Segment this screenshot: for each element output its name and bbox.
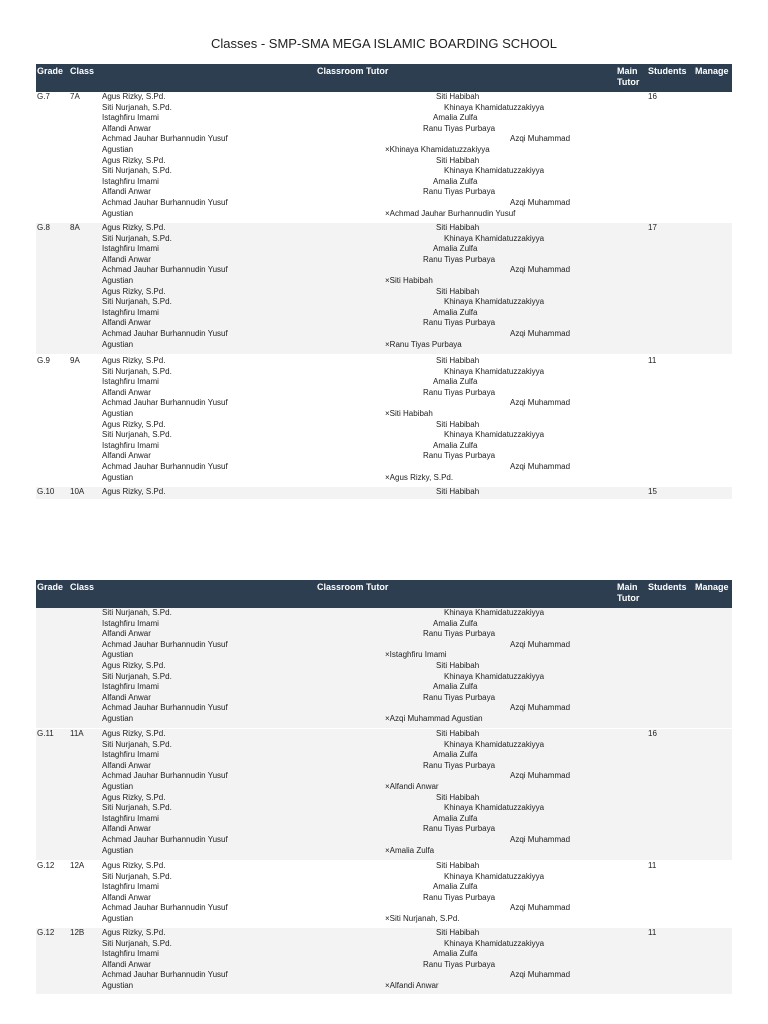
selected-tutor-chip[interactable]: ×Siti Habibah bbox=[385, 275, 433, 285]
tutor-option[interactable]: Azqi Muhammad bbox=[510, 461, 571, 471]
tutor-name: Istaghfiru Imami bbox=[102, 440, 159, 450]
tutor-name-list bbox=[102, 487, 165, 498]
tutor-name: Achmad Jauhar Burhannudin Yusuf bbox=[102, 398, 228, 408]
class-cell: 12A bbox=[70, 861, 85, 870]
tutor-select[interactable] bbox=[376, 223, 586, 350]
tutor-name: Agustian bbox=[102, 275, 134, 285]
header-grade[interactable]: Grade bbox=[37, 582, 64, 592]
table-header bbox=[36, 64, 732, 92]
tutor-option[interactable]: Amalia Zulfa bbox=[433, 882, 478, 892]
selected-tutor-chip[interactable]: ×Achmad Jauhar Burhannudin Yusuf bbox=[385, 208, 516, 218]
tutor-option[interactable]: Azqi Muhammad bbox=[510, 970, 571, 980]
tutor-name-list bbox=[102, 608, 228, 725]
tutor-name: Achmad Jauhar Burhannudin Yusuf bbox=[102, 197, 228, 207]
header-classroom-tutor[interactable]: Classroom Tutor bbox=[317, 582, 389, 592]
selected-tutor-chip[interactable]: ×Alfandi Anwar bbox=[385, 980, 439, 990]
tutor-name: Alfandi Anwar bbox=[102, 892, 151, 902]
table-row bbox=[36, 608, 732, 728]
tutor-select[interactable] bbox=[376, 928, 586, 992]
header-students[interactable]: Students bbox=[648, 66, 687, 76]
tutor-name: Agus Rizky, S.Pd. bbox=[102, 419, 166, 429]
header-main-line2: Tutor bbox=[617, 77, 640, 87]
tutor-option[interactable]: Siti Habibah bbox=[436, 660, 480, 670]
tutor-name: Istaghfiru Imami bbox=[102, 307, 159, 317]
tutor-option[interactable]: Amalia Zulfa bbox=[433, 618, 478, 628]
tutor-option[interactable]: Khinaya Khamidatuzzakiyya bbox=[444, 166, 545, 176]
tutor-name: Achmad Jauhar Burhannudin Yusuf bbox=[102, 771, 228, 781]
tutor-name: Agus Rizky, S.Pd. bbox=[102, 861, 166, 870]
tutor-name: Agustian bbox=[102, 144, 134, 154]
header-main-line2: Tutor bbox=[617, 593, 640, 603]
tutor-select[interactable] bbox=[376, 356, 586, 483]
tutor-option[interactable]: Azqi Muhammad bbox=[510, 197, 571, 207]
tutor-name-list bbox=[102, 861, 228, 925]
tutor-name: Achmad Jauhar Burhannudin Yusuf bbox=[102, 328, 228, 338]
tutor-name: Achmad Jauhar Burhannudin Yusuf bbox=[102, 970, 228, 980]
tutor-name: Agus Rizky, S.Pd. bbox=[102, 286, 166, 296]
tutor-name-list bbox=[102, 356, 228, 483]
tutor-option[interactable]: Azqi Muhammad bbox=[510, 703, 571, 713]
tutor-name: Alfandi Anwar bbox=[102, 760, 151, 770]
header-main-tutor[interactable] bbox=[617, 582, 639, 604]
tutor-option[interactable]: Ranu Tiyas Purbaya bbox=[423, 187, 496, 197]
tutor-option[interactable]: Ranu Tiyas Purbaya bbox=[423, 629, 496, 639]
tutor-name: Alfandi Anwar bbox=[102, 959, 151, 969]
table-row bbox=[36, 487, 732, 499]
tutor-name: Achmad Jauhar Burhannudin Yusuf bbox=[102, 134, 228, 144]
tutor-option[interactable]: Azqi Muhammad bbox=[510, 328, 571, 338]
tutor-name: Istaghfiru Imami bbox=[102, 682, 159, 692]
tutor-name: Siti Nurjanah, S.Pd. bbox=[102, 739, 172, 749]
grade-cell: G.8 bbox=[37, 223, 50, 232]
tutor-option[interactable]: Ranu Tiyas Purbaya bbox=[423, 692, 496, 702]
class-cell: 11A bbox=[70, 729, 84, 738]
tutor-option[interactable]: Ranu Tiyas Purbaya bbox=[423, 824, 496, 834]
tutor-name: Achmad Jauhar Burhannudin Yusuf bbox=[102, 265, 228, 275]
tutor-option[interactable]: Siti Habibah bbox=[436, 419, 480, 429]
tutor-option[interactable]: Ranu Tiyas Purbaya bbox=[423, 451, 496, 461]
grade-cell: G.10 bbox=[37, 487, 55, 496]
tutor-select[interactable] bbox=[376, 861, 586, 925]
tutor-name: Istaghfiru Imami bbox=[102, 949, 159, 959]
tutor-option[interactable]: Khinaya Khamidatuzzakiyya bbox=[444, 233, 545, 243]
tutor-option[interactable]: Amalia Zulfa bbox=[433, 307, 478, 317]
grade-cell: G.7 bbox=[37, 92, 50, 101]
header-students[interactable]: Students bbox=[648, 582, 687, 592]
tutor-name: Siti Nurjanah, S.Pd. bbox=[102, 671, 172, 681]
tutor-option[interactable]: Ranu Tiyas Purbaya bbox=[423, 123, 496, 133]
tutor-option[interactable]: Siti Habibah bbox=[436, 928, 480, 937]
students-count: 11 bbox=[648, 861, 657, 870]
tutor-option[interactable]: Amalia Zulfa bbox=[433, 176, 478, 186]
grade-cell: G.12 bbox=[37, 861, 55, 870]
tutor-option[interactable]: Azqi Muhammad bbox=[510, 771, 571, 781]
class-cell: 9A bbox=[70, 356, 80, 365]
tutor-name: Siti Nurjanah, S.Pd. bbox=[102, 233, 172, 243]
selected-tutor-chip[interactable]: ×Azqi Muhammad Agustian bbox=[385, 713, 483, 723]
tutor-name: Istaghfiru Imami bbox=[102, 813, 159, 823]
tutor-option[interactable]: Azqi Muhammad bbox=[510, 903, 571, 913]
tutor-name: Alfandi Anwar bbox=[102, 254, 151, 264]
grade-cell: G.11 bbox=[37, 729, 54, 738]
table-row bbox=[36, 861, 732, 927]
tutor-name: Siti Nurjanah, S.Pd. bbox=[102, 803, 172, 813]
header-main-line1: Main bbox=[617, 582, 638, 592]
table-row bbox=[36, 223, 732, 354]
tutor-name: Alfandi Anwar bbox=[102, 387, 151, 397]
header-main-tutor[interactable] bbox=[617, 66, 639, 88]
tutor-option[interactable]: Khinaya Khamidatuzzakiyya bbox=[444, 102, 545, 112]
students-count: 16 bbox=[648, 92, 657, 101]
tutor-name: Agustian bbox=[102, 472, 134, 482]
tutor-select[interactable] bbox=[376, 608, 586, 725]
tutor-name: Achmad Jauhar Burhannudin Yusuf bbox=[102, 461, 228, 471]
tutor-option[interactable]: Ranu Tiyas Purbaya bbox=[423, 959, 496, 969]
selected-tutor-chip[interactable]: ×Istaghfiru Imami bbox=[385, 650, 447, 660]
tutor-option[interactable]: Amalia Zulfa bbox=[433, 813, 478, 823]
tutor-name: Achmad Jauhar Burhannudin Yusuf bbox=[102, 903, 228, 913]
class-cell: 12B bbox=[70, 928, 85, 937]
class-cell: 10A bbox=[70, 487, 85, 496]
class-cell: 8A bbox=[70, 223, 80, 232]
tutor-name: Agustian bbox=[102, 339, 134, 349]
tutor-option[interactable]: Khinaya Khamidatuzzakiyya bbox=[444, 366, 545, 376]
tutor-option[interactable]: Amalia Zulfa bbox=[433, 440, 478, 450]
tutor-option[interactable]: Siti Habibah bbox=[436, 286, 480, 296]
tutor-option[interactable]: Siti Habibah bbox=[436, 92, 480, 101]
tutor-option[interactable]: Amalia Zulfa bbox=[433, 949, 478, 959]
tutor-option[interactable]: Khinaya Khamidatuzzakiyya bbox=[444, 739, 545, 749]
tutor-option[interactable]: Khinaya Khamidatuzzakiyya bbox=[444, 803, 545, 813]
selected-tutor-chip[interactable]: ×Khinaya Khamidatuzzakiyya bbox=[385, 144, 490, 154]
tutor-name: Istaghfiru Imami bbox=[102, 244, 159, 254]
students-count: 11 bbox=[648, 356, 657, 365]
tutor-option[interactable]: Khinaya Khamidatuzzakiyya bbox=[444, 430, 545, 440]
grade-cell: G.9 bbox=[37, 356, 50, 365]
tutor-name-list bbox=[102, 928, 228, 992]
header-classroom-tutor[interactable]: Classroom Tutor bbox=[317, 66, 389, 76]
tutor-option[interactable]: Siti Habibah bbox=[436, 356, 480, 365]
tutor-name: Agus Rizky, S.Pd. bbox=[102, 487, 166, 496]
tutor-name: Agus Rizky, S.Pd. bbox=[102, 792, 166, 802]
tutor-name: Achmad Jauhar Burhannudin Yusuf bbox=[102, 834, 228, 844]
students-count: 16 bbox=[648, 729, 657, 738]
tutor-name: Alfandi Anwar bbox=[102, 451, 151, 461]
grade-cell: G.12 bbox=[37, 928, 55, 937]
class-cell: 7A bbox=[70, 92, 80, 101]
selected-tutor-chip[interactable]: ×Amalia Zulfa bbox=[385, 845, 435, 855]
tutor-option[interactable]: Amalia Zulfa bbox=[433, 244, 478, 254]
tutor-option[interactable]: Azqi Muhammad bbox=[510, 134, 571, 144]
tutor-name: Agustian bbox=[102, 845, 134, 855]
tutor-name: Agustian bbox=[102, 208, 134, 218]
tutor-option[interactable]: Khinaya Khamidatuzzakiyya bbox=[444, 297, 545, 307]
tutor-option[interactable]: Khinaya Khamidatuzzakiyya bbox=[444, 871, 545, 881]
tutor-name: Alfandi Anwar bbox=[102, 692, 151, 702]
tutor-name: Agustian bbox=[102, 980, 134, 990]
tutor-option[interactable]: Ranu Tiyas Purbaya bbox=[423, 387, 496, 397]
students-count: 11 bbox=[648, 928, 657, 937]
tutor-option[interactable]: Khinaya Khamidatuzzakiyya bbox=[444, 608, 545, 617]
tutor-name: Siti Nurjanah, S.Pd. bbox=[102, 430, 172, 440]
tutor-option[interactable]: Azqi Muhammad bbox=[510, 639, 571, 649]
table-row bbox=[36, 92, 732, 222]
tutor-name: Siti Nurjanah, S.Pd. bbox=[102, 938, 172, 948]
tutor-name: Alfandi Anwar bbox=[102, 824, 151, 834]
tutor-name: Agus Rizky, S.Pd. bbox=[102, 660, 166, 670]
tutor-option[interactable]: Amalia Zulfa bbox=[433, 682, 478, 692]
tutor-option[interactable]: Ranu Tiyas Purbaya bbox=[423, 254, 496, 264]
tutor-name: Agus Rizky, S.Pd. bbox=[102, 92, 166, 101]
tutor-option[interactable]: Ranu Tiyas Purbaya bbox=[423, 318, 496, 328]
tutor-name-list bbox=[102, 223, 228, 350]
tutor-option[interactable]: Azqi Muhammad bbox=[510, 265, 571, 275]
tutor-option[interactable]: Amalia Zulfa bbox=[433, 113, 478, 123]
tutor-name: Achmad Jauhar Burhannudin Yusuf bbox=[102, 639, 228, 649]
tutor-option[interactable]: Amalia Zulfa bbox=[433, 377, 478, 387]
tutor-option[interactable]: Siti Habibah bbox=[436, 861, 480, 870]
tutor-option[interactable]: Khinaya Khamidatuzzakiyya bbox=[444, 938, 545, 948]
tutor-option[interactable]: Siti Habibah bbox=[436, 155, 480, 165]
tutor-select[interactable] bbox=[376, 487, 586, 498]
tutor-name: Istaghfiru Imami bbox=[102, 113, 159, 123]
tutor-option[interactable]: Siti Habibah bbox=[436, 223, 480, 232]
page-title: Classes - SMP-SMA MEGA ISLAMIC BOARDING SCHOOL bbox=[210, 36, 557, 51]
tutor-name: Alfandi Anwar bbox=[102, 629, 151, 639]
tutor-name: Siti Nurjanah, S.Pd. bbox=[102, 871, 172, 881]
tutor-select[interactable] bbox=[376, 92, 586, 219]
tutor-name: Agus Rizky, S.Pd. bbox=[102, 729, 166, 738]
tutor-option[interactable]: Ranu Tiyas Purbaya bbox=[423, 760, 496, 770]
tutor-name: Agus Rizky, S.Pd. bbox=[102, 223, 166, 232]
tutor-option[interactable]: Siti Habibah bbox=[436, 792, 480, 802]
tutor-name: Siti Nurjanah, S.Pd. bbox=[102, 608, 172, 617]
tutor-select[interactable] bbox=[376, 729, 586, 856]
tutor-name: Siti Nurjanah, S.Pd. bbox=[102, 297, 172, 307]
students-count: 15 bbox=[648, 487, 657, 496]
table-header-page2 bbox=[36, 580, 732, 608]
tutor-name: Istaghfiru Imami bbox=[102, 377, 159, 387]
selected-tutor-chip[interactable]: ×Siti Nurjanah, S.Pd. bbox=[385, 913, 460, 923]
header-grade[interactable]: Grade bbox=[37, 66, 64, 76]
tutor-name: Agus Rizky, S.Pd. bbox=[102, 928, 166, 937]
tutor-name: Alfandi Anwar bbox=[102, 318, 151, 328]
tutor-name: Agus Rizky, S.Pd. bbox=[102, 356, 166, 365]
header-main-line1: Main bbox=[617, 66, 638, 76]
tutor-option[interactable]: Khinaya Khamidatuzzakiyya bbox=[444, 671, 545, 681]
header-manage[interactable]: Manage bbox=[695, 66, 729, 76]
selected-tutor-chip[interactable]: ×Agus Rizky, S.Pd. bbox=[385, 472, 454, 482]
tutor-name: Istaghfiru Imami bbox=[102, 176, 159, 186]
selected-tutor-chip[interactable]: ×Siti Habibah bbox=[385, 408, 433, 418]
tutor-name: Alfandi Anwar bbox=[102, 187, 151, 197]
table-row bbox=[36, 928, 732, 994]
selected-tutor-chip[interactable]: ×Ranu Tiyas Purbaya bbox=[385, 339, 462, 349]
tutor-name: Agus Rizky, S.Pd. bbox=[102, 155, 166, 165]
tutor-option[interactable]: Amalia Zulfa bbox=[433, 750, 478, 760]
tutor-name: Achmad Jauhar Burhannudin Yusuf bbox=[102, 703, 228, 713]
tutor-name: Agustian bbox=[102, 713, 134, 723]
tutor-name: Istaghfiru Imami bbox=[102, 618, 159, 628]
tutor-name: Alfandi Anwar bbox=[102, 123, 151, 133]
tutor-option[interactable]: Azqi Muhammad bbox=[510, 834, 571, 844]
tutor-option[interactable]: Azqi Muhammad bbox=[510, 398, 571, 408]
tutor-name: Siti Nurjanah, S.Pd. bbox=[102, 166, 172, 176]
tutor-name: Agustian bbox=[102, 781, 134, 791]
table-row bbox=[36, 356, 732, 486]
tutor-name-list bbox=[102, 729, 228, 856]
tutor-option[interactable]: Ranu Tiyas Purbaya bbox=[423, 892, 496, 902]
tutor-name: Agustian bbox=[102, 913, 134, 923]
tutor-name: Agustian bbox=[102, 408, 134, 418]
header-class[interactable]: Class bbox=[70, 66, 95, 76]
students-count: 17 bbox=[648, 223, 657, 232]
selected-tutor-chip[interactable]: ×Alfandi Anwar bbox=[385, 781, 439, 791]
tutor-name: Siti Nurjanah, S.Pd. bbox=[102, 102, 172, 112]
tutor-option[interactable]: Siti Habibah bbox=[436, 487, 480, 496]
table-row bbox=[36, 729, 732, 860]
header-manage[interactable]: Manage bbox=[695, 582, 729, 592]
tutor-name: Siti Nurjanah, S.Pd. bbox=[102, 366, 172, 376]
tutor-option[interactable]: Siti Habibah bbox=[436, 729, 480, 738]
header-class[interactable]: Class bbox=[70, 582, 95, 592]
tutor-name: Agustian bbox=[102, 650, 134, 660]
tutor-name: Istaghfiru Imami bbox=[102, 882, 159, 892]
tutor-name: Istaghfiru Imami bbox=[102, 750, 159, 760]
tutor-name-list bbox=[102, 92, 228, 219]
